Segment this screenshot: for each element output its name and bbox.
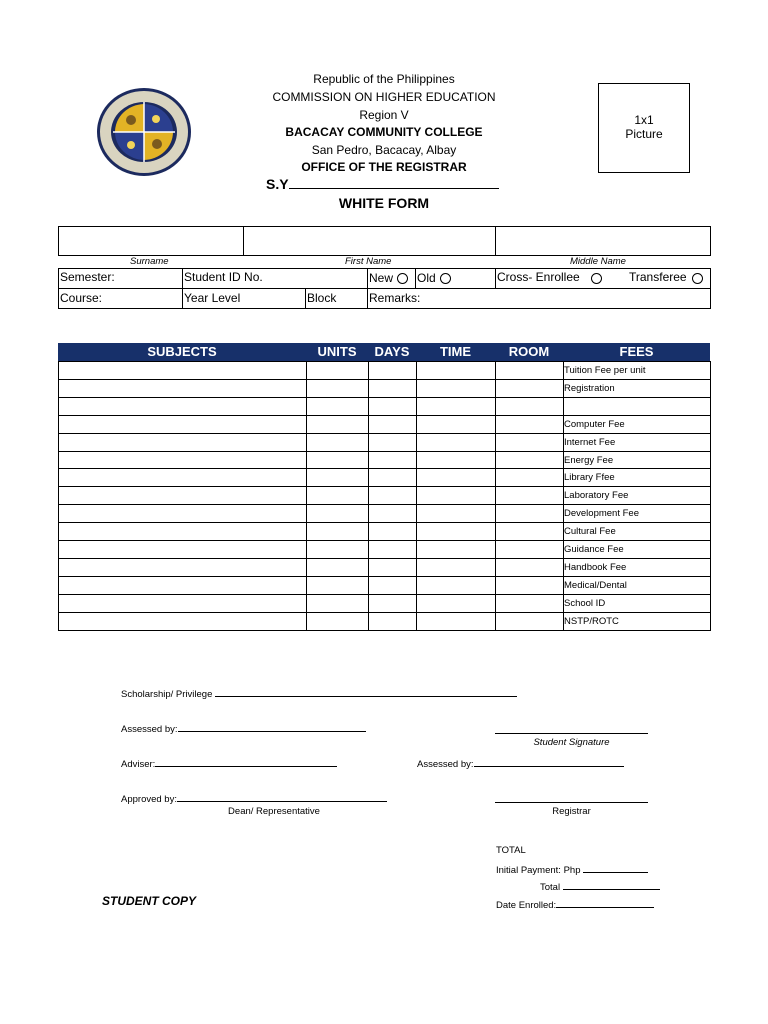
- transferee-radio[interactable]: [692, 273, 703, 284]
- picture-box-label: Picture: [625, 127, 663, 141]
- school-year-label: S.Y: [266, 176, 289, 192]
- subject-row[interactable]: [58, 504, 563, 522]
- fee-label: Laboratory Fee: [564, 490, 629, 502]
- header-address: San Pedro, Bacacay, Albay: [311, 143, 457, 157]
- fee-label: Cultural Fee: [564, 526, 616, 538]
- header-republic: Republic of the Philippines: [313, 72, 455, 86]
- header-office: OFFICE OF THE REGISTRAR: [301, 160, 467, 174]
- fee-label: Medical/Dental: [564, 579, 627, 591]
- semester-label: Semester:: [60, 270, 115, 284]
- new-option[interactable]: [367, 269, 408, 287]
- cross-enrollee-radio[interactable]: [591, 273, 602, 284]
- subjects-table-header: [58, 343, 710, 361]
- year-level-label: Year Level: [184, 291, 241, 305]
- surname-input[interactable]: [59, 227, 243, 255]
- student-signature-label: Student Signature: [533, 737, 610, 748]
- school-year-field[interactable]: [266, 176, 499, 192]
- picture-box-size: 1x1: [634, 113, 654, 127]
- picture-box: [598, 83, 690, 173]
- remarks-label: Remarks:: [369, 291, 421, 305]
- old-radio[interactable]: [440, 273, 451, 284]
- assessed-by-field[interactable]: [121, 722, 366, 735]
- subject-row[interactable]: [58, 486, 563, 504]
- fee-label: Energy Fee: [564, 454, 614, 466]
- subject-row[interactable]: [58, 576, 563, 594]
- initial-payment-label: Initial Payment: Php: [496, 865, 581, 876]
- header-ched: COMMISSION ON HIGHER EDUCATION: [272, 90, 496, 104]
- student-id-label: Student ID No.: [184, 270, 263, 284]
- registrar-line[interactable]: [495, 802, 648, 803]
- fee-label: NSTP/ROTC: [564, 615, 619, 627]
- block-label: Block: [307, 291, 337, 305]
- subject-row[interactable]: [58, 361, 563, 379]
- col-days: DAYS: [374, 344, 410, 359]
- subject-row[interactable]: [58, 451, 563, 469]
- approved-by-label: Approved by:: [121, 794, 177, 805]
- total-heading: TOTAL: [496, 845, 526, 856]
- cross-enrollee-label: Cross- Enrollee: [497, 270, 580, 284]
- student-copy-label: STUDENT COPY: [102, 894, 197, 908]
- first-name-input[interactable]: [244, 227, 495, 255]
- adviser-field[interactable]: [121, 757, 337, 770]
- fee-label: Handbook Fee: [564, 561, 627, 573]
- header-region: Region V: [359, 108, 409, 122]
- fee-label: Computer Fee: [564, 418, 625, 430]
- header-college: BACACAY COMMUNITY COLLEGE: [285, 125, 483, 139]
- subject-row[interactable]: [58, 397, 563, 415]
- assessed-by-label: Assessed by:: [121, 724, 178, 735]
- fee-label: Tuition Fee per unit: [564, 365, 646, 376]
- fee-label: Guidance Fee: [564, 544, 624, 555]
- fee-label: Registration: [564, 382, 615, 394]
- fee-label: Library Ffee: [564, 472, 615, 484]
- scholarship-field[interactable]: [121, 687, 517, 700]
- col-subjects: SUBJECTS: [147, 344, 217, 359]
- first-name-label: First Name: [345, 256, 392, 267]
- fee-label: School ID: [564, 597, 606, 609]
- col-fees: FEES: [619, 344, 654, 359]
- course-label: Course:: [60, 291, 103, 305]
- col-time: TIME: [439, 344, 472, 359]
- old-label: Old: [417, 271, 436, 285]
- middle-name-input[interactable]: [496, 227, 710, 255]
- date-enrolled-label: Date Enrolled:: [496, 900, 557, 911]
- col-room: ROOM: [508, 344, 550, 359]
- subject-row[interactable]: [58, 594, 563, 612]
- subject-row[interactable]: [58, 612, 563, 630]
- assessed-by-2-field[interactable]: [417, 757, 624, 770]
- middle-name-label: Middle Name: [570, 256, 626, 267]
- fee-label: Internet Fee: [564, 436, 616, 448]
- col-units: UNITS: [317, 344, 357, 359]
- registrar-label: Registrar: [552, 806, 591, 817]
- scholarship-label: Scholarship/ Privilege: [121, 689, 213, 700]
- subject-row[interactable]: [58, 433, 563, 451]
- total-field[interactable]: [540, 880, 660, 893]
- date-enrolled-field[interactable]: [496, 898, 654, 911]
- fee-label: Development Fee: [564, 508, 639, 520]
- surname-label: Surname: [130, 256, 169, 267]
- subject-row[interactable]: [58, 379, 563, 397]
- subject-row[interactable]: [58, 415, 563, 433]
- old-option[interactable]: [415, 269, 451, 287]
- total-label: Total: [540, 882, 561, 893]
- dean-label: Dean/ Representative: [228, 806, 320, 817]
- assessed-by-2-label: Assessed by:: [417, 759, 474, 770]
- initial-payment-field[interactable]: [496, 863, 648, 876]
- subject-row[interactable]: [58, 540, 563, 558]
- subject-row[interactable]: [58, 558, 563, 576]
- adviser-label: Adviser:: [121, 759, 156, 770]
- new-label: New: [369, 271, 394, 285]
- approved-by-field[interactable]: [121, 792, 387, 805]
- student-signature-line[interactable]: [495, 733, 648, 734]
- subject-row[interactable]: [58, 522, 563, 540]
- transferee-label: Transferee: [629, 270, 687, 284]
- form-title: WHITE FORM: [338, 195, 430, 211]
- subject-row[interactable]: [58, 468, 563, 486]
- new-radio[interactable]: [397, 273, 408, 284]
